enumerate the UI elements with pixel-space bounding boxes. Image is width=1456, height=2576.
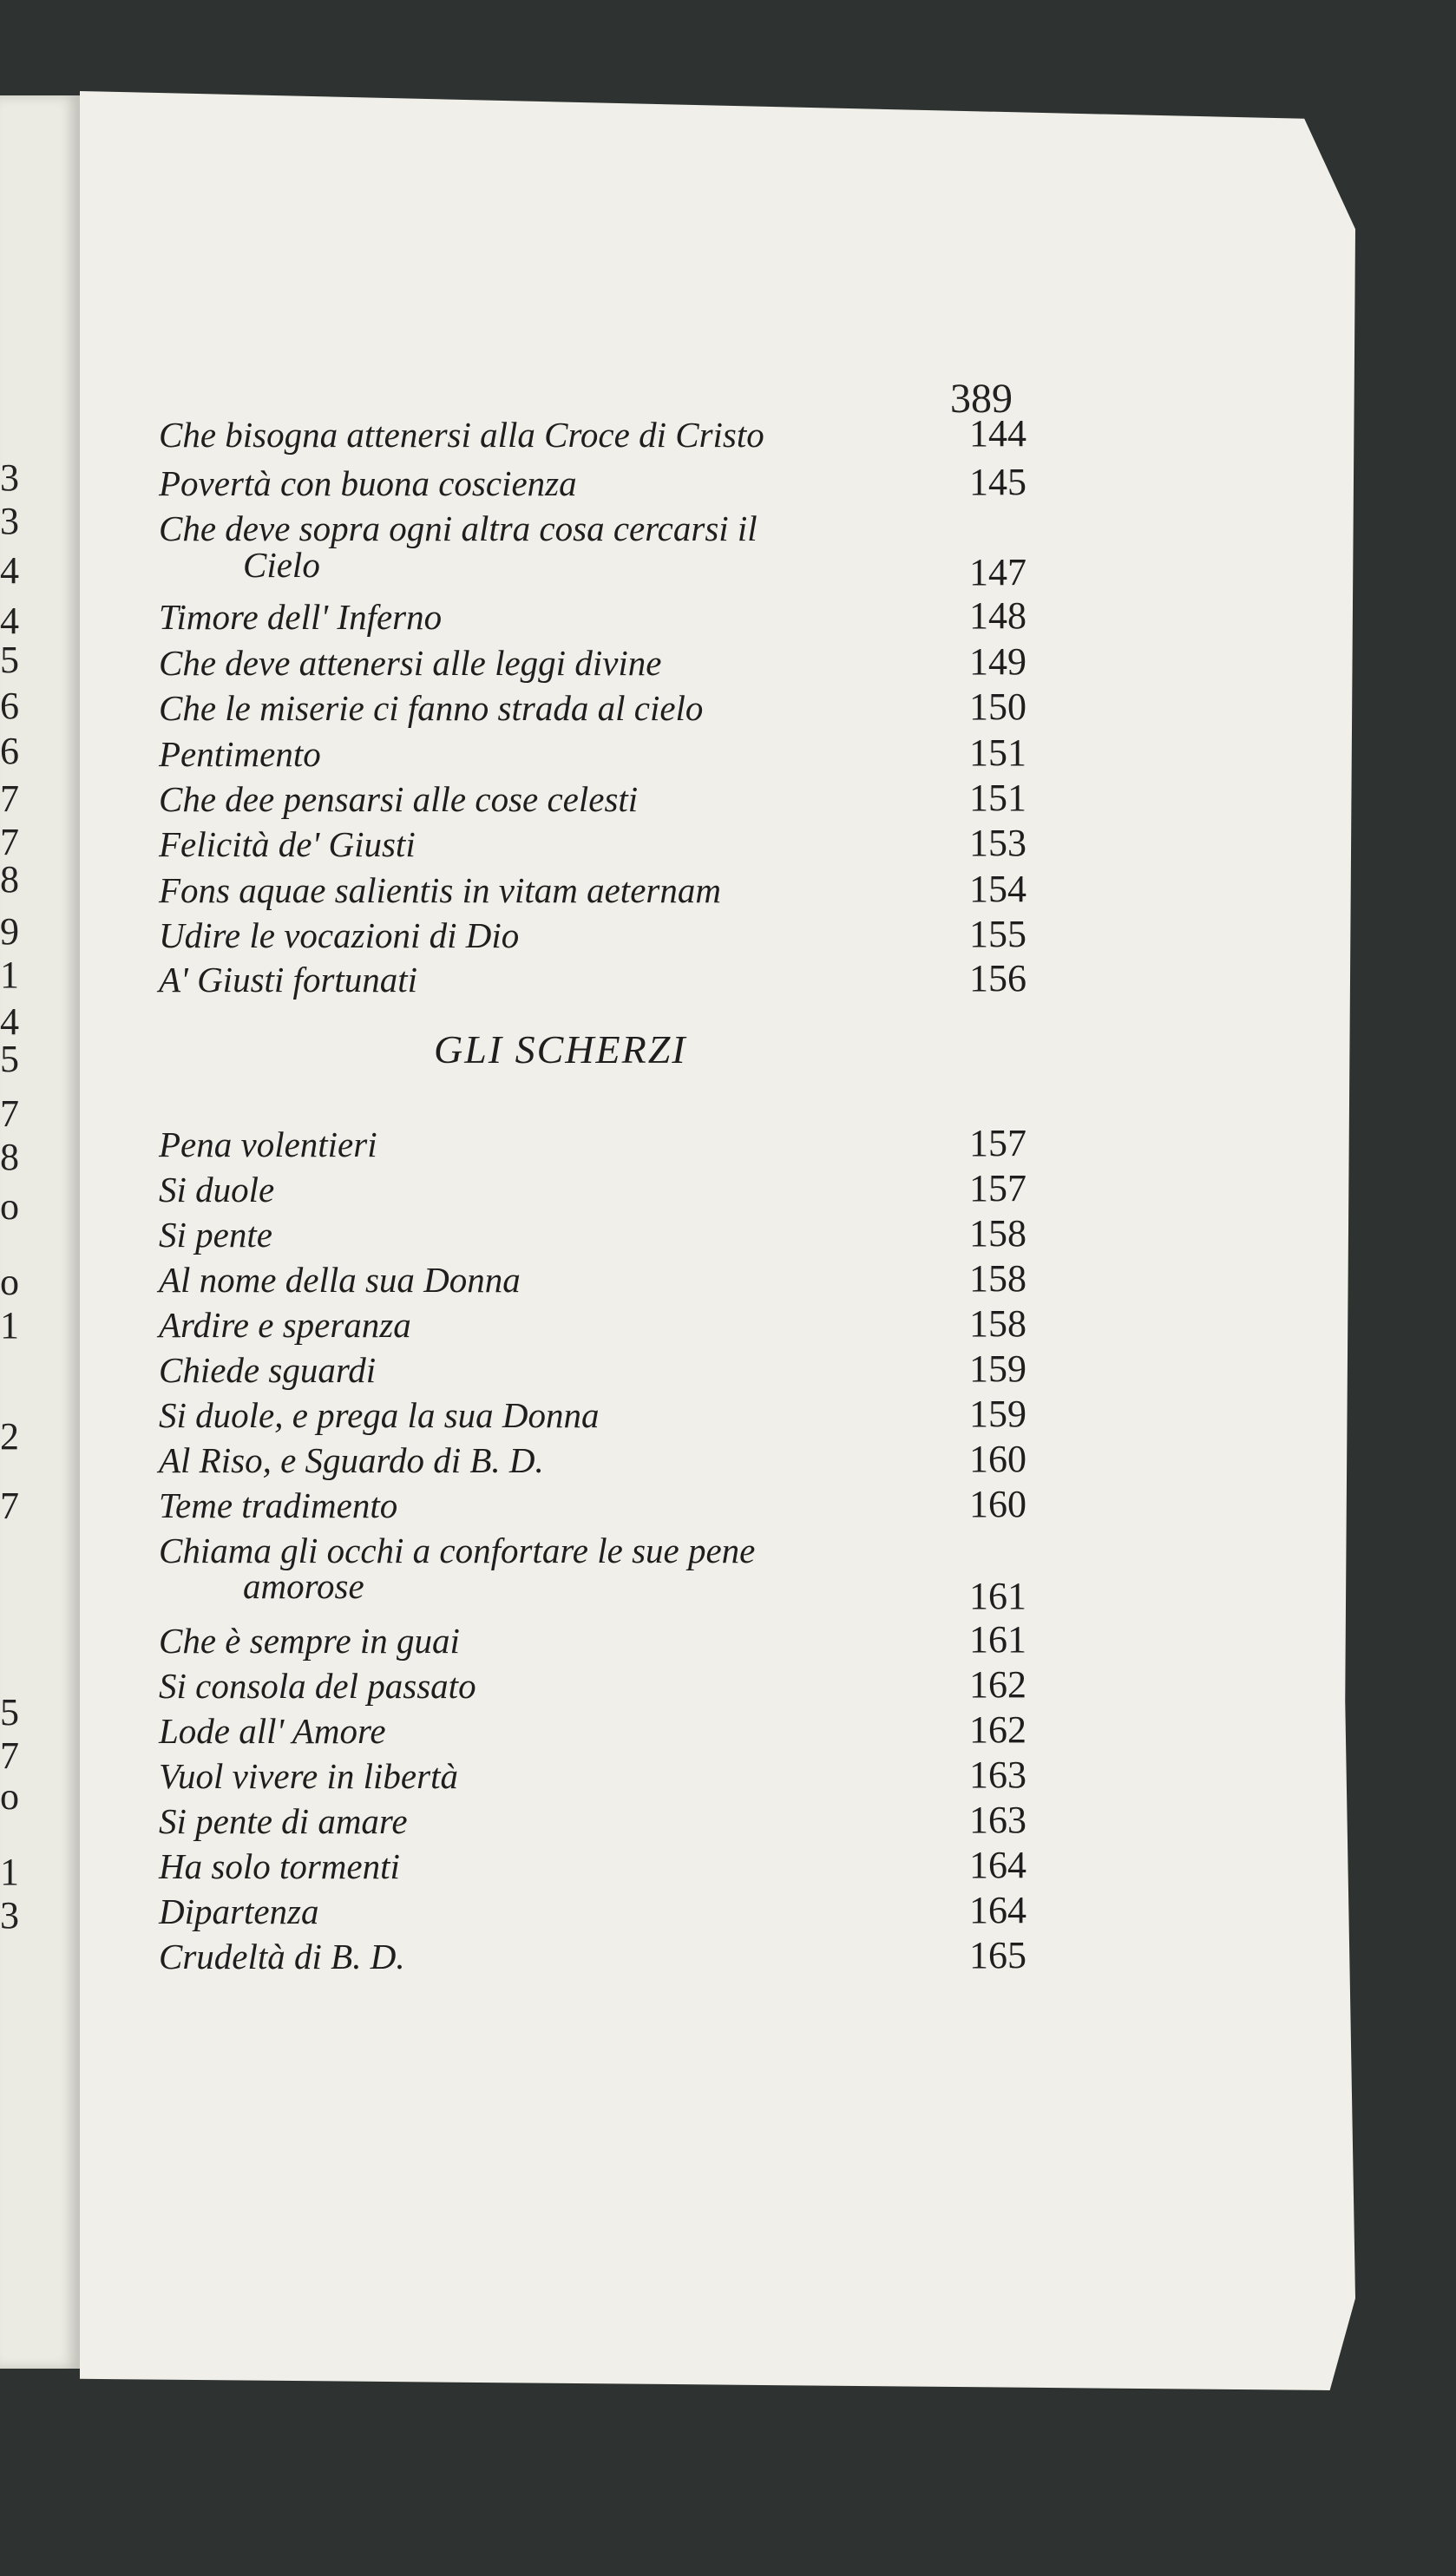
toc-entry (159, 1930, 1026, 1975)
toc-entry (159, 953, 1026, 998)
toc-entry (159, 1749, 1026, 1794)
toc-entry-page: 160 (969, 1483, 1026, 1525)
toc-entry-page: 156 (969, 957, 1026, 1000)
toc-entry-title: Crudeltà di B. D. (159, 1937, 405, 1976)
toc-entry-title: Al nome della sua Donna (159, 1260, 521, 1300)
toc-entry (159, 1298, 1026, 1343)
left-margin-number: 3 (0, 456, 19, 499)
toc-entry-page: 148 (969, 594, 1026, 637)
toc-entry-page: 157 (969, 1167, 1026, 1209)
toc-entry (159, 1253, 1026, 1298)
toc-entry-page: 150 (969, 685, 1026, 728)
toc-entry (159, 1839, 1026, 1884)
toc-entry-page: 155 (969, 913, 1026, 955)
toc-entry (159, 681, 1026, 726)
toc-entry (159, 1208, 1026, 1253)
left-margin-number: 8 (0, 858, 19, 901)
left-margin-number: 6 (0, 730, 19, 772)
left-margin-number: 4 (0, 600, 19, 642)
toc-entry-title: Che deve sopra ogni altra cosa cercarsi il (159, 508, 758, 548)
left-margin-number: 2 (0, 1415, 19, 1458)
toc-entry-title: Al Riso, e Sguardo di B. D. (159, 1440, 544, 1480)
toc-entry-page: 147 (969, 551, 1026, 593)
left-margin-number: 5 (0, 639, 19, 681)
toc-entry (159, 1794, 1026, 1839)
toc-entry-page: 162 (969, 1663, 1026, 1706)
left-margin-number: o (0, 1261, 19, 1303)
toc-entry-page: 151 (969, 777, 1026, 819)
toc-entry (159, 456, 1026, 501)
toc-entry (159, 547, 1026, 592)
left-margin-number: o (0, 1185, 19, 1228)
toc-entry-page: 164 (969, 1889, 1026, 1931)
left-margin-number: 3 (0, 1894, 19, 1937)
toc-entry-title: Si pente di amare (159, 1801, 408, 1841)
left-margin-number: 1 (0, 954, 19, 996)
toc-entry-title: Chiede sguardi (159, 1350, 377, 1390)
toc-entry (159, 1566, 1026, 1617)
toc-entry (159, 772, 1026, 817)
toc-entry-page: 160 (969, 1438, 1026, 1480)
left-page-edge (0, 95, 80, 2369)
toc-entry (159, 590, 1026, 635)
toc-entry-title: Dipartenza (159, 1891, 319, 1931)
left-margin-number: 5 (0, 1038, 19, 1080)
left-margin-number: 7 (0, 777, 19, 820)
toc-entry (159, 817, 1026, 862)
toc-entry-title: Povertà con buona coscienza (159, 463, 577, 503)
left-margin-number: 5 (0, 1691, 19, 1734)
toc-entry-page: 154 (969, 868, 1026, 910)
toc-entry (159, 727, 1026, 772)
toc-entry-title: Felicità de' Giusti (159, 824, 416, 864)
toc-entry-title: Che le miserie ci fanno strada al cielo (159, 688, 704, 728)
toc-entry-title: Vuol vivere in libertà (159, 1756, 458, 1796)
toc-entry-page: 158 (969, 1212, 1026, 1255)
toc-entry-page: 162 (969, 1708, 1026, 1751)
toc-entry-title: Ardire e speranza (159, 1305, 411, 1345)
toc-entry-page: 165 (969, 1934, 1026, 1976)
toc-entry-title: A' Giusti fortunati (159, 960, 418, 1000)
toc-entry (159, 1704, 1026, 1749)
toc-entry-page: 149 (969, 640, 1026, 683)
toc-entry-title: Che bisogna attenersi alla Croce di Cristo (159, 415, 764, 455)
toc-entry-page: 164 (969, 1844, 1026, 1886)
left-margin-number: 7 (0, 821, 19, 863)
toc-entry-title: Si consola del passato (159, 1666, 476, 1706)
toc-entry (159, 908, 1026, 954)
toc-entry-page: 157 (969, 1122, 1026, 1164)
toc-entry-title: Che è sempre in guai (159, 1621, 460, 1661)
toc-entry (159, 501, 1026, 547)
toc-entry-page: 161 (969, 1618, 1026, 1661)
toc-entry-page: 151 (969, 731, 1026, 774)
left-margin-number: 4 (0, 549, 19, 592)
section-heading: GLI SCHERZI (434, 1027, 687, 1072)
toc-entry-title: Teme tradimento (159, 1485, 398, 1525)
toc-entry-page: 159 (969, 1347, 1026, 1390)
toc-entry-page: 163 (969, 1753, 1026, 1796)
toc-entry-title: Pentimento (159, 734, 321, 774)
toc-entry-page: 153 (969, 822, 1026, 864)
toc-entry-title: Che dee pensarsi alle cose celesti (159, 779, 639, 819)
left-margin-number: 7 (0, 1485, 19, 1527)
left-margin-number: 8 (0, 1136, 19, 1178)
toc-entry (159, 1433, 1026, 1478)
toc-entry-title: Pena volentieri (159, 1124, 377, 1164)
toc-entry-title: Si pente (159, 1215, 272, 1255)
left-margin-number: 6 (0, 685, 19, 727)
toc-entry-page: 144 (969, 412, 1026, 455)
page-number: 389 (950, 376, 1013, 422)
toc-entry-title: Udire le vocazioni di Dio (159, 915, 520, 955)
toc-entry-title: Ha solo tormenti (159, 1846, 400, 1886)
toc-entry-title: Si duole, e prega la sua Donna (159, 1395, 600, 1435)
left-margin-number: o (0, 1775, 19, 1818)
toc-entry-page: 158 (969, 1302, 1026, 1345)
left-margin-number: 3 (0, 500, 19, 542)
toc-entry-title: Fons aquae salientis in vitam aeternam (159, 870, 721, 910)
toc-entry-page: 158 (969, 1257, 1026, 1300)
toc-entry-page: 161 (969, 1575, 1026, 1617)
toc-entry-title: Che deve attenersi alle leggi divine (159, 643, 662, 683)
toc-entry (159, 1884, 1026, 1930)
left-margin-number: 7 (0, 1734, 19, 1777)
toc-entry (159, 1659, 1026, 1704)
toc-entry (159, 1343, 1026, 1388)
toc-entry-page: 145 (969, 461, 1026, 503)
left-margin-number: 4 (0, 1000, 19, 1043)
toc-entry (159, 1524, 1026, 1569)
toc-entry (159, 408, 1026, 453)
left-margin-number: 7 (0, 1092, 19, 1135)
toc-entry-continuation: Cielo (243, 545, 320, 585)
toc-entry (159, 636, 1026, 681)
toc-entry-title: Timore dell' Inferno (159, 597, 443, 637)
toc-entry (159, 1118, 1026, 1163)
left-margin-number: 1 (0, 1304, 19, 1347)
toc-entry (159, 1163, 1026, 1208)
left-margin-number: 9 (0, 910, 19, 953)
toc-entry-continuation: amorose (243, 1566, 364, 1606)
left-margin-number: 1 (0, 1851, 19, 1893)
toc-entry-title: Chiama gli occhi a confortare le sue pene (159, 1531, 756, 1570)
toc-entry (159, 1478, 1026, 1524)
toc-entry (159, 863, 1026, 908)
toc-entry-title: Si duole (159, 1170, 275, 1209)
toc-entry-page: 159 (969, 1393, 1026, 1435)
toc-entry (159, 1388, 1026, 1433)
toc-entry (159, 1614, 1026, 1659)
toc-entry-title: Lode all' Amore (159, 1711, 386, 1751)
toc-entry-page: 163 (969, 1799, 1026, 1841)
